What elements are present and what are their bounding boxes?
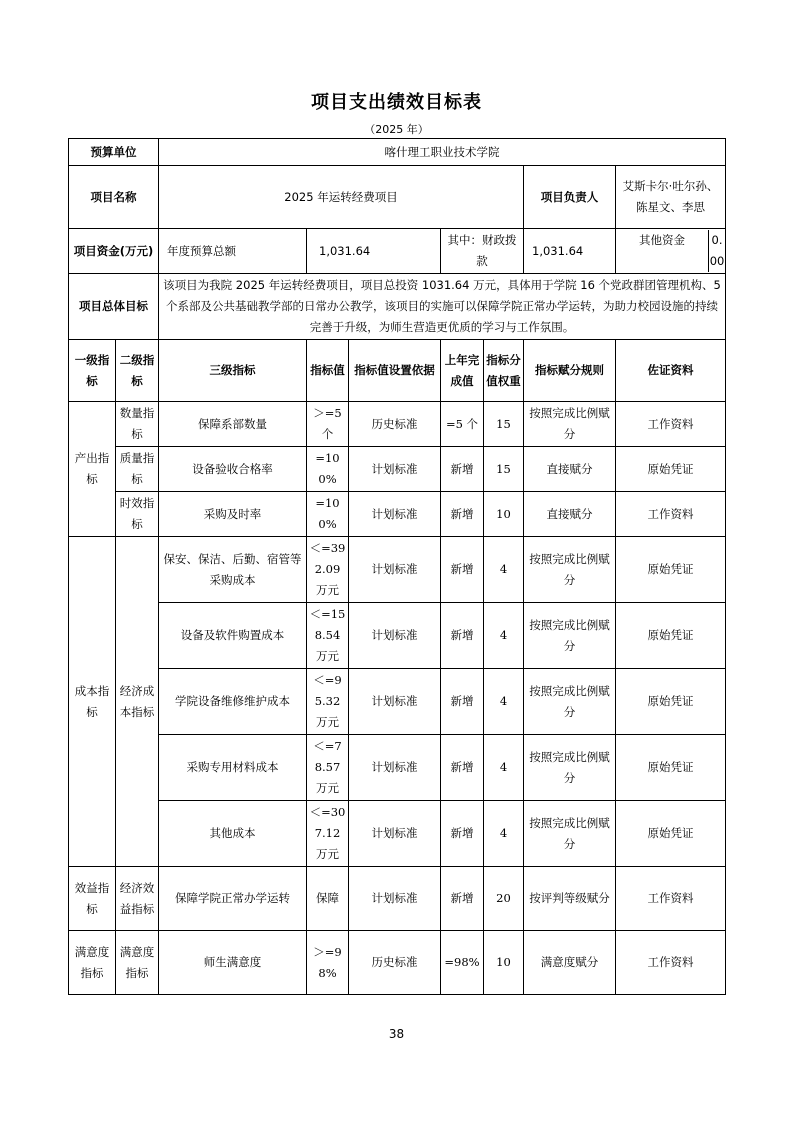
group-benefit: 效益指标 <box>69 867 116 931</box>
basis-cell: 计划标准 <box>349 537 441 603</box>
value-cell: =100% <box>307 447 349 492</box>
rule-cell: 按照完成比例赋分 <box>524 735 616 801</box>
header-evidence: 佐证资料 <box>616 340 726 402</box>
table-row <box>69 931 726 995</box>
weight-cell: 20 <box>484 867 524 931</box>
level3-cell: 学院设备维修维护成本 <box>159 669 307 735</box>
evidence-cell: 原始凭证 <box>616 735 726 801</box>
rule-cell: 按照完成比例赋分 <box>524 537 616 603</box>
level3-cell: 设备验收合格率 <box>159 447 307 492</box>
page-number: 38 <box>388 1027 405 1041</box>
table-row <box>69 735 726 801</box>
last-year-cell: 新增 <box>441 447 484 492</box>
level3-cell: 保障学院正常办学运转 <box>159 867 307 931</box>
page-title: 项目支出绩效目标表 <box>311 92 482 113</box>
goal-text: 该项目为我院 2025 年运转经费项目，项目总投资 1031.64 万元，具体用于学院 16 个党政群团管理机构、5 个系部及公共基础教学部的日常办公教学，该项目的实施可以保障学院正常办学运转，为助力校园设施的持续完善于升级，为师生营造更优质的学习与工作氛围。 <box>159 274 726 340</box>
header-level3: 三级指标 <box>159 340 307 402</box>
level3-cell: 采购专用材料成本 <box>159 735 307 801</box>
weight-cell: 15 <box>484 402 524 447</box>
evidence-cell: 原始凭证 <box>616 603 726 669</box>
evidence-cell: 工作资料 <box>616 492 726 537</box>
header-weight: 指标分值权重 <box>484 340 524 402</box>
annual-budget-value: 1,031.64 <box>307 229 441 274</box>
year-label: （2025 年） <box>364 123 429 136</box>
unit-label: 预算单位 <box>69 139 159 166</box>
performance-table <box>68 138 726 995</box>
group-output: 产出指标 <box>69 402 116 537</box>
value-cell: =100% <box>307 492 349 537</box>
evidence-cell: 原始凭证 <box>616 447 726 492</box>
row-headers <box>69 340 726 402</box>
level3-cell: 其他成本 <box>159 801 307 867</box>
value-cell: ＜=158.54 万元 <box>307 603 349 669</box>
last-year-cell: 新增 <box>441 603 484 669</box>
level3-cell: 设备及软件购置成本 <box>159 603 307 669</box>
level3-cell: 采购及时率 <box>159 492 307 537</box>
basis-cell: 历史标准 <box>349 931 441 995</box>
header-value: 指标值 <box>307 340 349 402</box>
fiscal-value: 1,031.64 <box>524 229 616 274</box>
basis-cell: 计划标准 <box>349 867 441 931</box>
evidence-cell: 工作资料 <box>616 402 726 447</box>
rule-cell: 按评判等级赋分 <box>524 867 616 931</box>
last-year-cell: 新增 <box>441 492 484 537</box>
last-year-cell: 新增 <box>441 801 484 867</box>
level2-cell: 经济成本指标 <box>116 537 159 867</box>
level2-cell: 满意度指标 <box>116 931 159 995</box>
basis-cell: 历史标准 <box>349 402 441 447</box>
last-year-cell: 新增 <box>441 735 484 801</box>
row-project-name <box>69 166 726 229</box>
header-last-year: 上年完成值 <box>441 340 484 402</box>
basis-cell: 计划标准 <box>349 492 441 537</box>
value-cell: 保障 <box>307 867 349 931</box>
header-rule: 指标赋分规则 <box>524 340 616 402</box>
weight-cell: 15 <box>484 447 524 492</box>
level3-cell: 保障系部数量 <box>159 402 307 447</box>
weight-cell: 4 <box>484 603 524 669</box>
rule-cell: 按照完成比例赋分 <box>524 603 616 669</box>
evidence-cell: 工作资料 <box>616 931 726 995</box>
project-name-label: 项目名称 <box>69 166 159 229</box>
weight-cell: 4 <box>484 735 524 801</box>
basis-cell: 计划标准 <box>349 603 441 669</box>
rule-cell: 直接赋分 <box>524 492 616 537</box>
table-row <box>69 867 726 931</box>
annual-budget-label: 年度预算总额 <box>159 229 307 274</box>
rule-cell: 按照完成比例赋分 <box>524 669 616 735</box>
header-level1: 一级指标 <box>69 340 116 402</box>
weight-cell: 4 <box>484 801 524 867</box>
evidence-cell: 工作资料 <box>616 867 726 931</box>
level2-cell: 质量指标 <box>116 447 159 492</box>
last-year-cell: 新增 <box>441 537 484 603</box>
manager-label: 项目负责人 <box>524 166 616 229</box>
rule-cell: 满意度赋分 <box>524 931 616 995</box>
row-project-goal <box>69 274 726 340</box>
value-cell: ＜=392.09 万元 <box>307 537 349 603</box>
row-budget-unit <box>69 139 726 166</box>
group-cost: 成本指标 <box>69 537 116 867</box>
value-cell: ＞=5 个 <box>307 402 349 447</box>
table-row <box>69 603 726 669</box>
manager-value: 艾斯卡尔·吐尔孙、陈星文、李思 <box>616 166 726 229</box>
weight-cell: 10 <box>484 931 524 995</box>
evidence-cell: 原始凭证 <box>616 669 726 735</box>
last-year-cell: 新增 <box>441 867 484 931</box>
header-basis: 指标值设置依据 <box>349 340 441 402</box>
table-row <box>69 447 726 492</box>
value-cell: ＜=95.32 万元 <box>307 669 349 735</box>
funds-label: 项目资金(万元) <box>69 229 159 274</box>
group-satisfaction: 满意度指标 <box>69 931 116 995</box>
weight-cell: 4 <box>484 669 524 735</box>
basis-cell: 计划标准 <box>349 735 441 801</box>
table-row <box>69 492 726 537</box>
row-project-funds <box>69 229 726 274</box>
level3-cell: 师生满意度 <box>159 931 307 995</box>
rule-cell: 按照完成比例赋分 <box>524 801 616 867</box>
rule-cell: 直接赋分 <box>524 447 616 492</box>
other-funds-label: 其他资金 <box>639 233 685 247</box>
other-funds <box>616 229 726 274</box>
level2-cell: 数量指标 <box>116 402 159 447</box>
level2-cell: 时效指标 <box>116 492 159 537</box>
last-year-cell: =5 个 <box>441 402 484 447</box>
value-cell: ＞=98% <box>307 931 349 995</box>
last-year-cell: 新增 <box>441 669 484 735</box>
goal-label: 项目总体目标 <box>69 274 159 340</box>
weight-cell: 4 <box>484 537 524 603</box>
unit-value: 喀什理工职业技术学院 <box>159 139 726 166</box>
level3-cell: 保安、保洁、后勤、宿管等采购成本 <box>159 537 307 603</box>
other-funds-value: 0.00 <box>708 230 725 272</box>
table-row <box>69 801 726 867</box>
table-row <box>69 402 726 447</box>
value-cell: ＜=307.12 万元 <box>307 801 349 867</box>
evidence-cell: 原始凭证 <box>616 801 726 867</box>
basis-cell: 计划标准 <box>349 669 441 735</box>
table-row <box>69 537 726 603</box>
project-name-value: 2025 年运转经费项目 <box>159 166 524 229</box>
basis-cell: 计划标准 <box>349 801 441 867</box>
last-year-cell: =98% <box>441 931 484 995</box>
table-row <box>69 669 726 735</box>
weight-cell: 10 <box>484 492 524 537</box>
fiscal-label: 其中：财政拨款 <box>441 229 524 274</box>
level2-cell: 经济效益指标 <box>116 867 159 931</box>
header-level2: 二级指标 <box>116 340 159 402</box>
rule-cell: 按照完成比例赋分 <box>524 402 616 447</box>
basis-cell: 计划标准 <box>349 447 441 492</box>
value-cell: ＜=78.57 万元 <box>307 735 349 801</box>
evidence-cell: 原始凭证 <box>616 537 726 603</box>
